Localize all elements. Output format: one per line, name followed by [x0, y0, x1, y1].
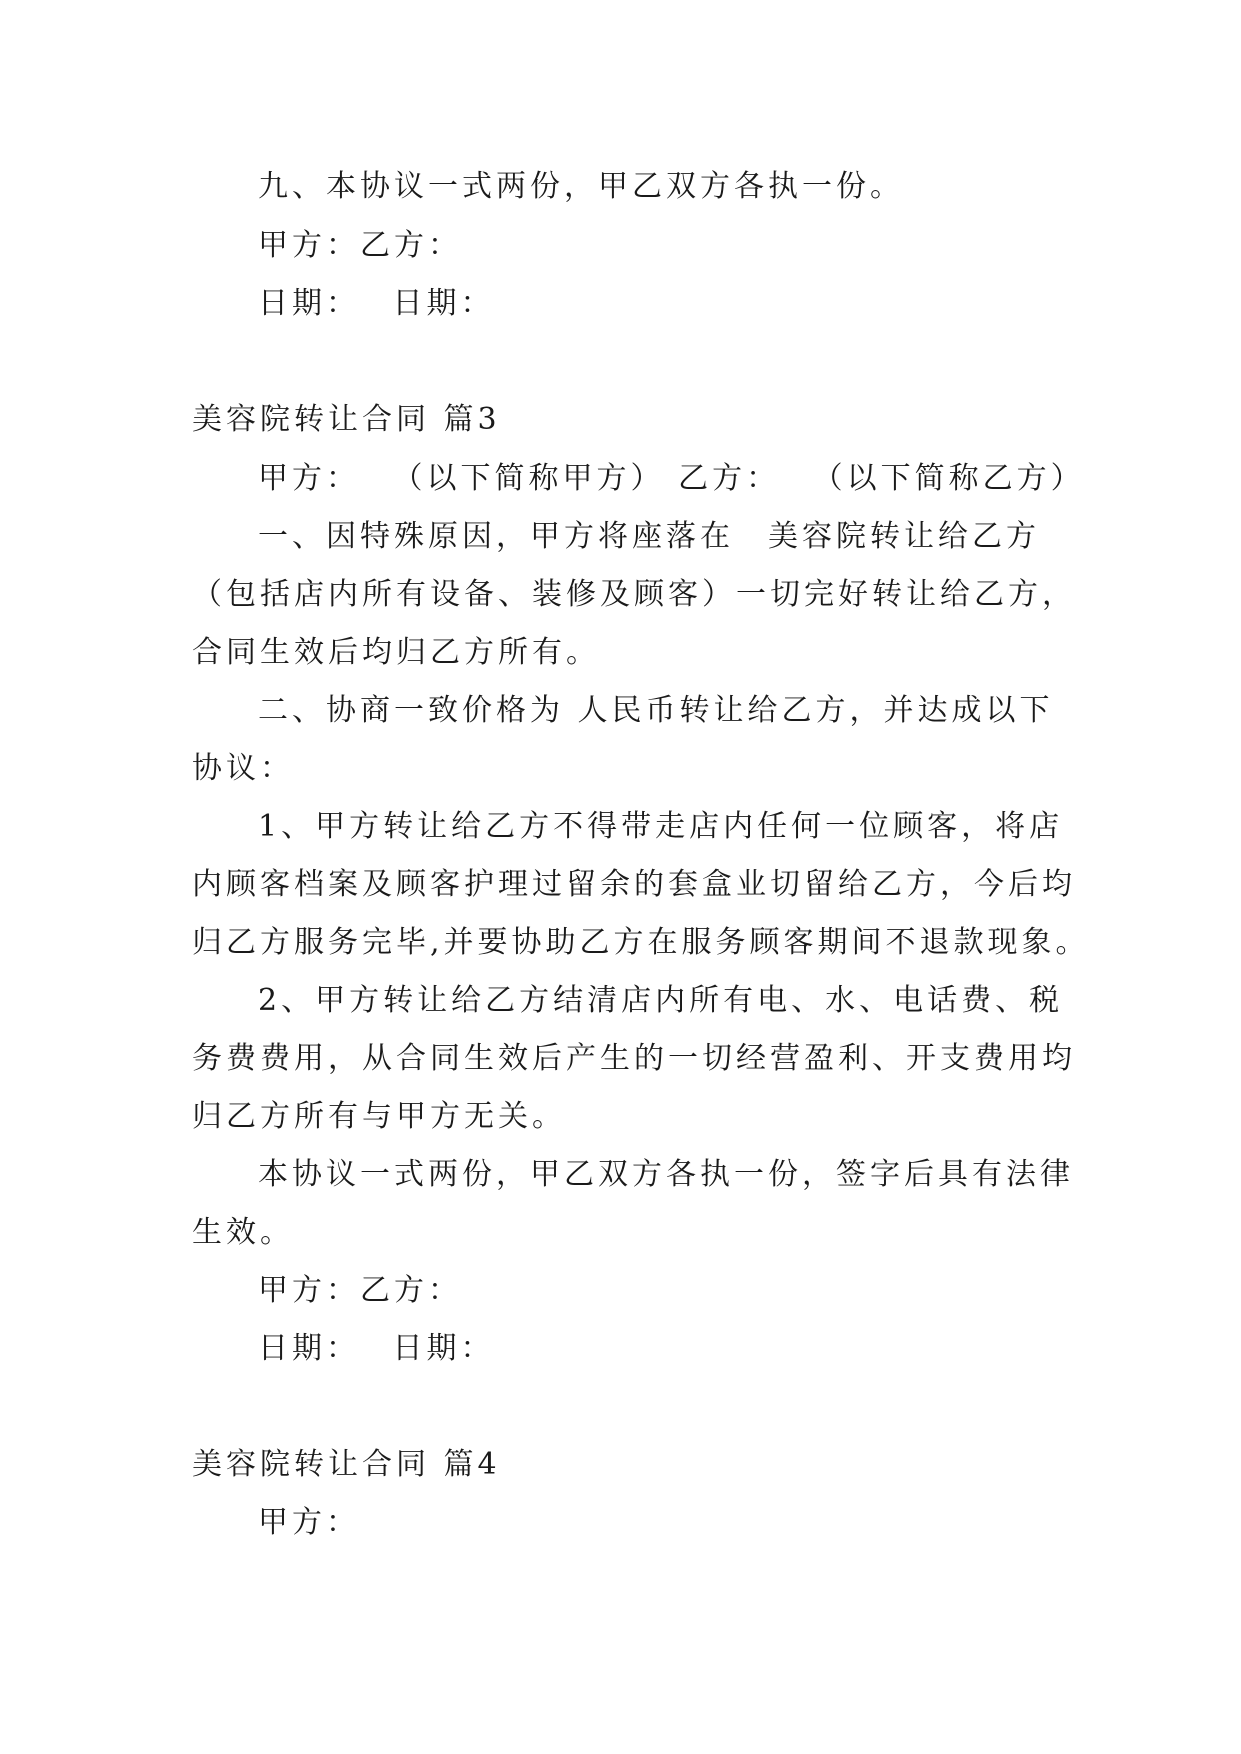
clause-nine: 九、本协议一式两份，甲乙双方各执一份。 [258, 169, 904, 204]
signature-dates: 日期： 日期： [258, 1331, 495, 1366]
section-heading: 美容院转让合同 篇3 [192, 402, 501, 437]
paragraph-line: 2、甲方转让给乙方结清店内所有电、水、电话费、税 [258, 983, 1064, 1018]
parties-line: 甲方： （以下简称甲方） 乙方： （以下简称乙方） [258, 461, 1085, 496]
paragraph-line: 务费费用，从合同生效后产生的一切经营盈利、开支费用均 [192, 1041, 1076, 1076]
paragraph-line: 归乙方所有与甲方无关。 [192, 1099, 566, 1134]
paragraph-line: 内顾客档案及顾客护理过留余的套盒业切留给乙方，今后均 [192, 867, 1076, 902]
paragraph-line: 合同生效后均归乙方所有。 [192, 635, 600, 670]
paragraph-line: （包括店内所有设备、装修及顾客）一切完好转让给乙方， [192, 577, 1076, 612]
paragraph-line: 协议： [192, 751, 294, 786]
section-heading: 美容院转让合同 篇4 [192, 1447, 501, 1482]
signature-parties: 甲方：乙方： [258, 1273, 462, 1308]
paragraph-line: 二、协商一致价格为 人民币转让给乙方，并达成以下 [258, 693, 1054, 728]
paragraph-line: 归乙方服务完毕,并要协助乙方在服务顾客期间不退款现象。 [192, 925, 1090, 960]
signature-dates: 日期： 日期： [258, 286, 495, 321]
paragraph-line: 生效。 [192, 1215, 294, 1250]
paragraph-line: 本协议一式两份，甲乙双方各执一份，签字后具有法律 [258, 1157, 1074, 1192]
parties-line: 甲方： [258, 1505, 360, 1540]
paragraph-line: 一、因特殊原因，甲方将座落在 美容院转让给乙方 [258, 519, 1040, 554]
signature-parties: 甲方：乙方： [258, 228, 462, 263]
paragraph-line: 1、甲方转让给乙方不得带走店内任何一位顾客，将店 [258, 809, 1064, 844]
